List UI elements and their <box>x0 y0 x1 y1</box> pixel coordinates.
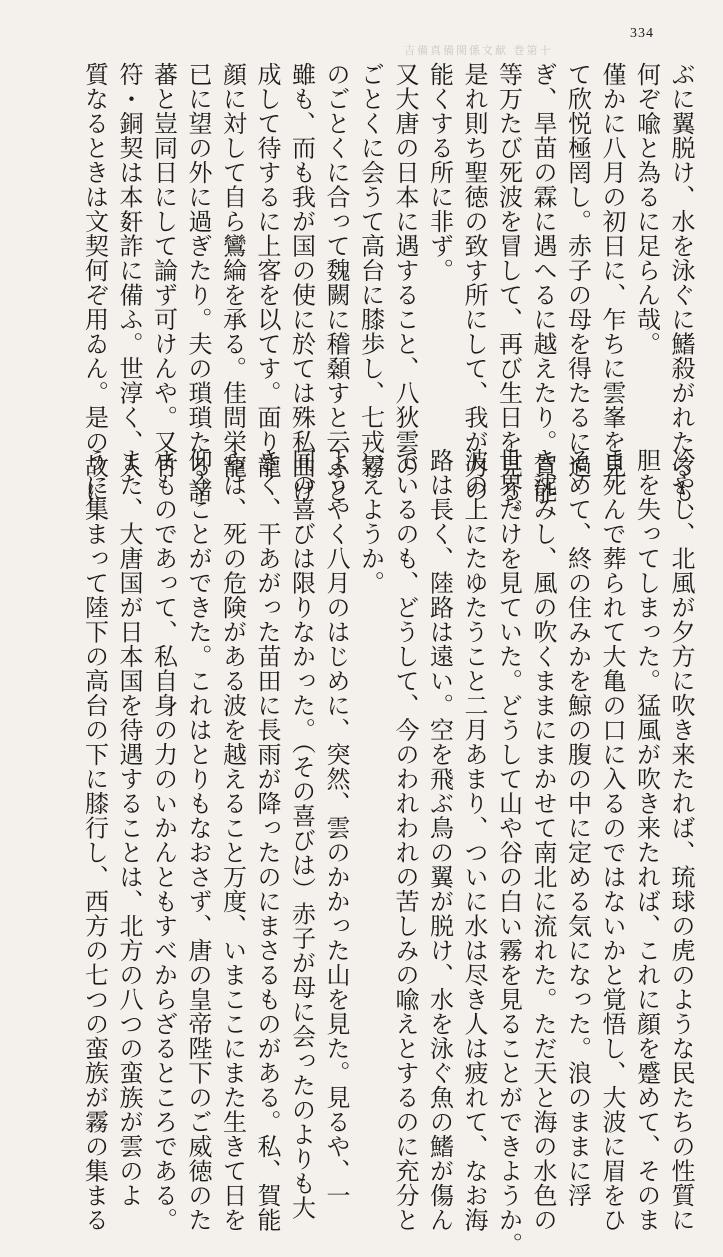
text-line: ようやく八月のはじめに、突然、雲のかかった山を見た。見るや、一 <box>322 448 350 1208</box>
text-line: て欣悦極罔し。赤子の母を得たるに過 <box>563 62 592 479</box>
text-line: 路は長く、陸路は遠い。空を飛ぶ鳥の翼が脱け、水を泳ぐ魚の鰭が傷ん <box>425 448 454 1232</box>
text-line: 何ぞ喩と為るに足らん哉。 <box>632 62 661 356</box>
text-line: 已に望の外に過ぎたり。夫の瑣瑣たる諸 <box>184 62 212 503</box>
text-line: 僅かに八月の初日に、乍ちに雲峯を見 <box>598 62 626 479</box>
text-line: ま死んで葬られて大亀の口に入るのではないかと覚悟し、大波に眉をひ <box>598 448 626 1232</box>
text-line: 胆を失ってしまった。猛風が吹き来たれば、これに顔を蹙めて、そのま <box>632 448 661 1232</box>
text-line: 顔に対して自ら鸞綸を承る。佳問栄寵 <box>218 62 247 479</box>
text-line: 等万たび死波を冒して、再び生日を見る。 <box>494 62 523 528</box>
running-head: 吉備真備関係文献 巻第十 <box>404 44 553 57</box>
text-line: ぶに翼脱け、水を泳ぐに鰭殺がれたるも、 <box>667 62 695 528</box>
text-line: 仰ぐことができた。これはとりもなおさず、唐の皇帝陛下のご威徳のた <box>184 448 212 1232</box>
text-line: 是れ則ち聖徳の致す所にして、我が力の <box>460 62 488 503</box>
text-line: ごとくに会うて高台に膝歩し、七戎霧 <box>356 62 385 479</box>
text-line: うに集まって陸下の高台の下に膝行し、西方の七つの蛮族が霧の集まる <box>80 448 109 1232</box>
text-line: 雖も、而も我が国の使に於ては殊私曲げ <box>287 62 316 503</box>
text-line: 能くする所に非ず。 <box>425 62 454 283</box>
text-line: まものであって、私自身の力のいかんともすべからざるところである。 <box>149 448 178 1232</box>
text-line: らは、死の危険がある波を越えること万度、いまここにまた生きて日を <box>218 448 247 1232</box>
text-line: きく、干あがった苗田に長雨が降ったのにまさるものがある。私、賀能 <box>253 448 281 1232</box>
text-line: 又大唐の日本に遇すること、八狄雲の <box>391 62 419 479</box>
text-line: いえようか。 <box>356 448 385 595</box>
text-line: 符・銅契は本姧詐に備ふ。世淳く、人 <box>115 62 143 479</box>
text-line: 冷やし、北風が夕方に吹き来たれば、琉球の虎のような民たちの性質に <box>667 448 695 1232</box>
page-number: 334 <box>630 26 654 41</box>
translation-text-block <box>80 448 698 1257</box>
text-line: 蕃と豈同日にして論ず可けんや。又竹 <box>149 62 178 479</box>
text-line: ぎ、旱苗の霖に遇へるに越えたり。賀能 <box>529 62 557 503</box>
text-line: また、大唐国が日本国を待遇することは、北方の八つの蛮族が雲のよ <box>115 448 143 1208</box>
text-line: 世界だけを見ていた。どうして山や谷の白い霧を見ることができようか。 <box>494 448 523 1257</box>
text-line: 波の上にたゆたうこと二月あまり、ついに水は尽き人は疲れて、なお海 <box>460 448 488 1232</box>
text-line: 成して待するに上客を以てす。面り龍 <box>253 62 281 479</box>
text-line: 質なるときは文契何ぞ用ゐん。是の故に <box>80 62 109 503</box>
text-line: のごとくに合って魏闕に稽顙すと云ふと <box>322 62 350 503</box>
text-line: 同の喜びは限りなかった。（その喜びは）赤子が母に会ったのよりも大 <box>287 448 316 1220</box>
text-line: そめて、終の住みかを鯨の腹の中に定める気になった。浪のままに浮 <box>563 448 592 1208</box>
text-line: でいるのも、どうして、今のわれわれの苦しみの喩えとするのに充分と <box>391 448 419 1232</box>
text-line: き沈みし、風の吹くままにまかせて南北に流れた。ただ天と海の水色の <box>529 448 557 1232</box>
